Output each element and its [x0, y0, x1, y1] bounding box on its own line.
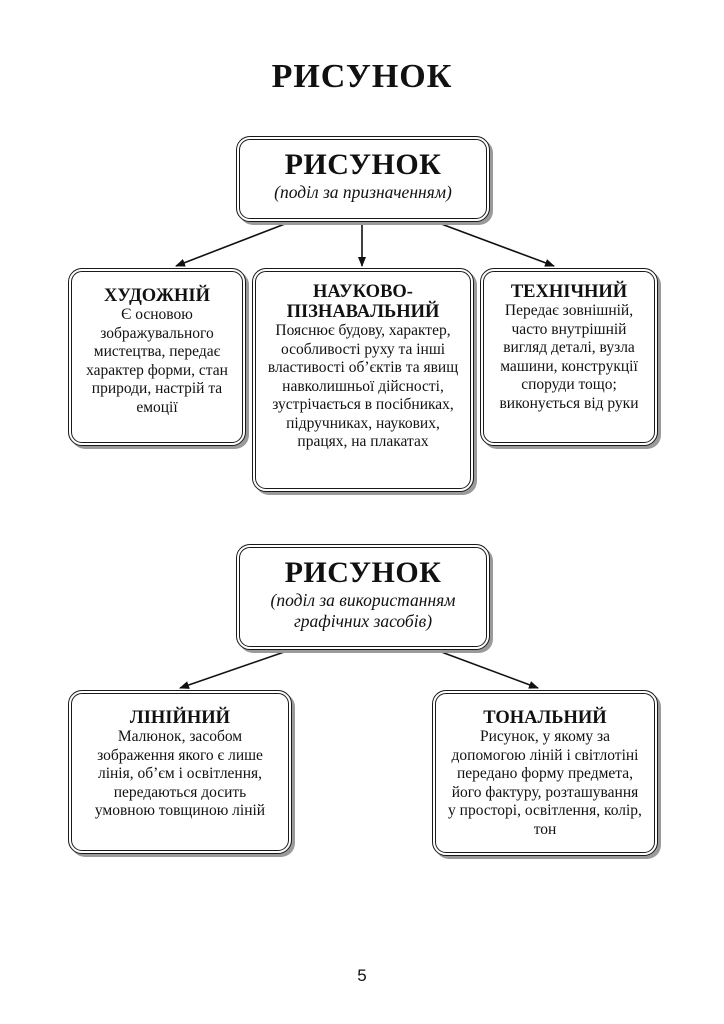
artistic-box	[68, 268, 246, 446]
diagram1-title: РИСУНОК	[284, 148, 442, 181]
tonal-title: ТОНАЛЬНИЙ	[483, 708, 607, 728]
scientific-box	[252, 268, 474, 492]
artistic-text: Є основою зображувального мистецтва, передає характер форми, стан природи, настрій та емоції	[86, 306, 228, 416]
artistic-title: ХУДОЖНІЙ	[104, 286, 210, 306]
page-title: РИСУНОК	[271, 58, 453, 95]
technical-box	[480, 268, 658, 446]
diagram1-head-box	[236, 136, 490, 222]
arrow-to-artistic	[176, 222, 290, 266]
page-number: 5	[357, 966, 367, 985]
technical-title: ТЕХНІЧНИЙ	[510, 282, 628, 302]
diagram2-subtitle: (поділ за використанням графічних засобів)	[270, 590, 456, 631]
tonal-box	[432, 690, 658, 856]
arrow-to-linear	[180, 650, 290, 688]
diagram1-subtitle: (поділ за призначенням)	[274, 182, 452, 202]
linear-box	[68, 690, 292, 854]
linear-text: Малюнок, засобом зображення якого є лише лінія, об’єм і освітлення, передаються досить умовною товщиною ліній	[94, 728, 266, 819]
diagram2-title: РИСУНОК	[284, 556, 442, 589]
arrow-to-tonal	[436, 650, 538, 688]
arrow-to-technical	[436, 222, 554, 266]
scientific-title: НАУКОВО-ПІЗНАВАЛЬНИЙ	[286, 282, 440, 322]
tonal-text: Рисунок, у якому за допомогою ліній і світлотіні передано форму предмета, його фактуру, розташування у просторі, освітлення, колір, тон	[448, 728, 642, 838]
diagram2-head-box	[236, 544, 490, 650]
technical-text: Передає зовнішній, часто внутрішній вигляд деталі, вузла машини, конструкції споруди тощо; виконується від руки	[499, 302, 639, 412]
scientific-text: Пояснює будову, характер, особливості руху та інші властивості об’єктів та явищ навколишньої дійсності, зустрічається в посібниках, підручниках, наукових, працях, на плакатах	[267, 322, 459, 450]
linear-title: ЛІНІЙНИЙ	[129, 708, 231, 728]
